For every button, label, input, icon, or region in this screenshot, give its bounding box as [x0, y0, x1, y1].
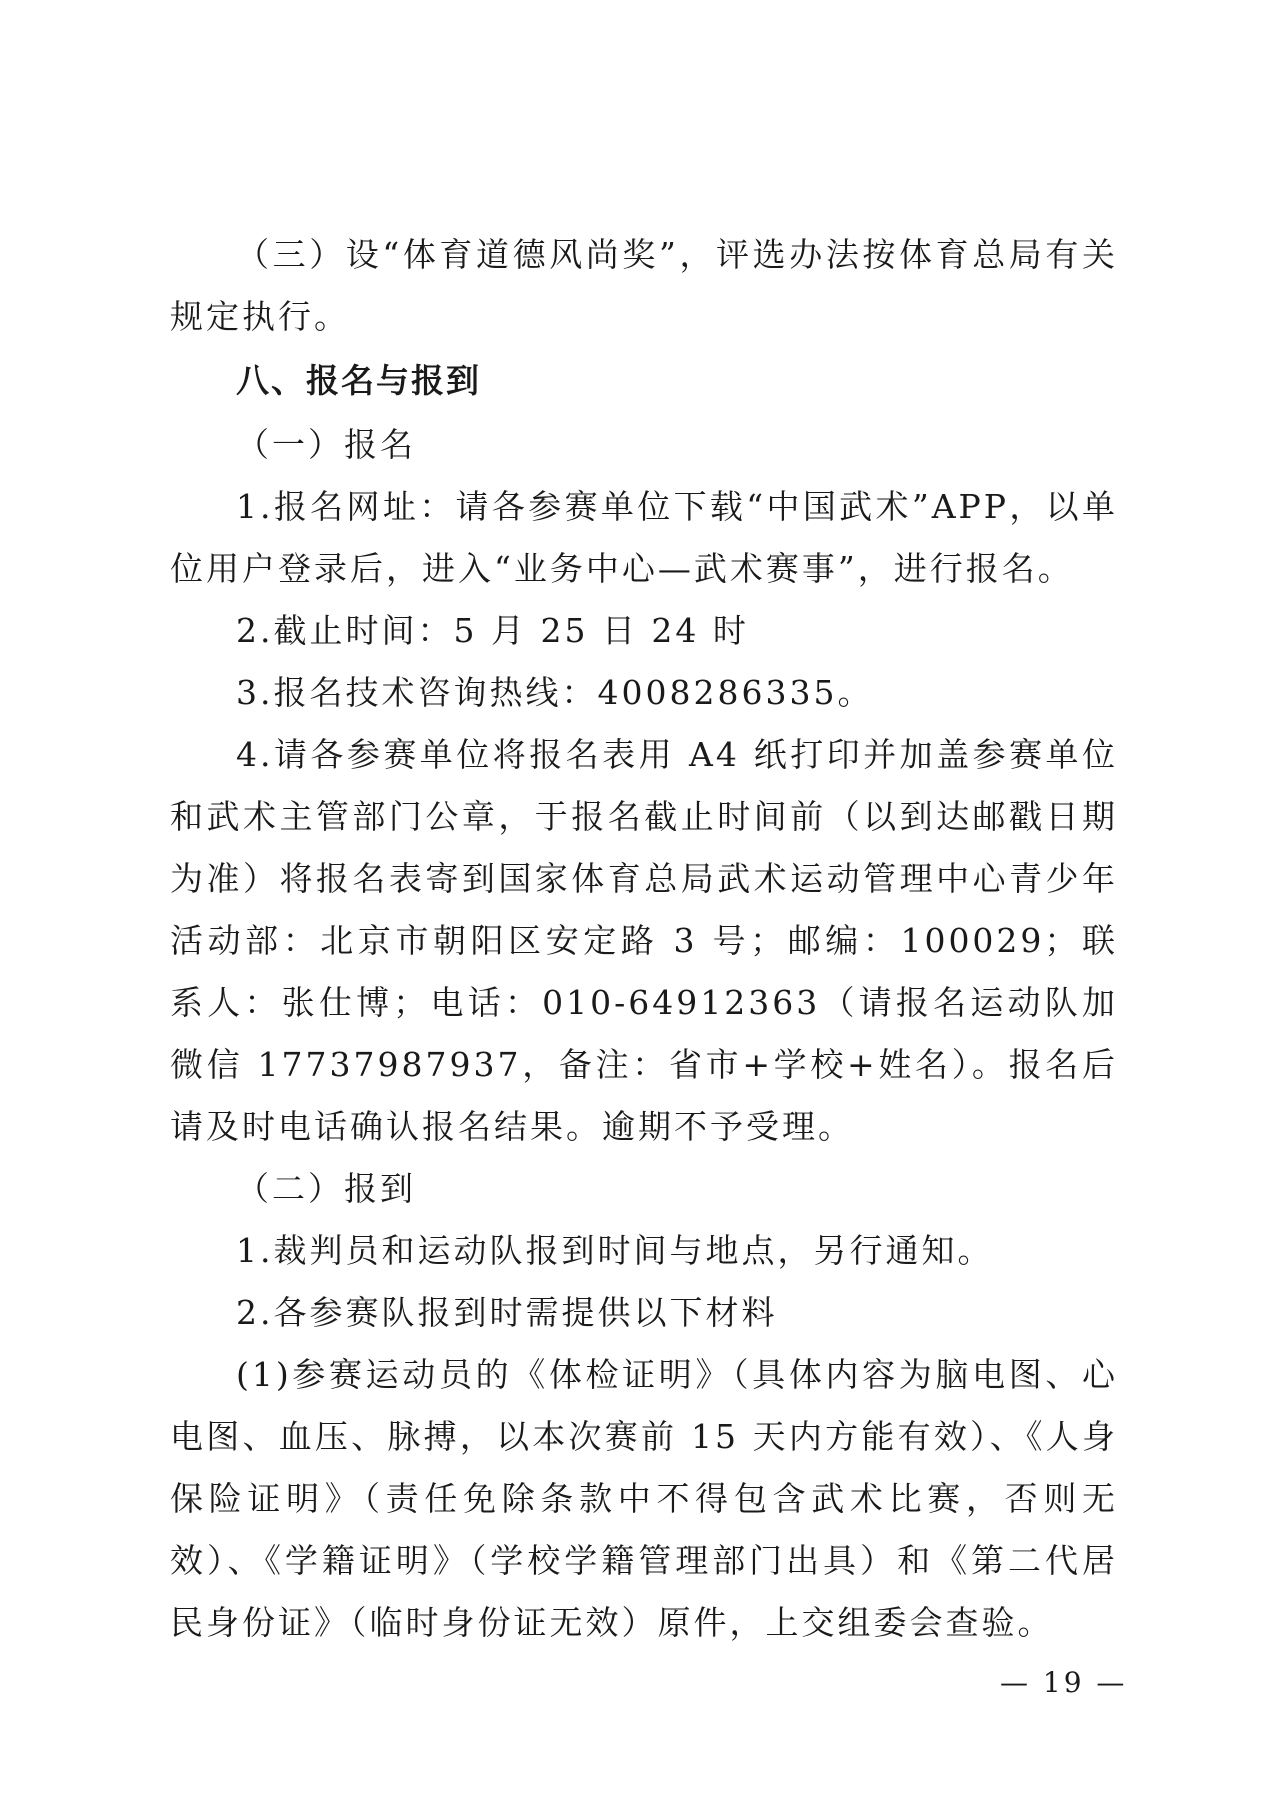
paragraph-registration-url: 1.报名网址：请各参赛单位下载“中国武术”APP，以单位用户登录后，进入“业务中心—武术赛事”，进行报名。: [170, 487, 1118, 588]
subheading-check-in: （二）报到: [236, 1169, 416, 1208]
body-text: [170, 224, 1118, 1654]
section-heading-registration: 八、报名与报到: [236, 361, 481, 400]
paragraph-mailing: 4.请各参赛单位将报名表用 A4 纸打印并加盖参赛单位和武术主管部门公章，于报名截止时间前（以到达邮戳日期为准）将报名表寄到国家体育总局武术运动管理中心青少年活动部：北京市朝阳区安定路 3 号；邮编：100029；联系人：张仕博；电话：010-64912363（请报名运动队加微信 17737987937，备注：省市+学校+姓名）。报名后请及时电话确认报名结果。逾期不予受理。: [170, 735, 1118, 1146]
paragraph-materials: 2.各参赛队报到时需提供以下材料: [236, 1293, 778, 1332]
paragraph-materials-list: (1)参赛运动员的《体检证明》（具体内容为脑电图、心电图、血压、脉搏，以本次赛前 15 天内方能有效）、《人身保险证明》（责任免除条款中不得包含武术比赛，否则无效）、《学籍证明》（学校学籍管理部门出具）和《第二代居民身份证》（临时身份证无效）原件，上交组委会查验。: [170, 1355, 1118, 1642]
paragraph-hotline: 3.报名技术咨询热线：4008286335。: [236, 673, 874, 712]
paragraph-deadline: 2.截止时间：5 月 25 日 24 时: [236, 611, 749, 650]
subheading-registration: （一）报名: [236, 425, 416, 464]
paragraph-award-3: （三）设“体育道德风尚奖”，评选办法按体育总局有关规定执行。: [170, 235, 1118, 336]
paragraph-check-in-time: 1.裁判员和运动队报到时间与地点，另行通知。: [236, 1231, 994, 1270]
page-number: — 19 —: [1000, 1666, 1128, 1699]
